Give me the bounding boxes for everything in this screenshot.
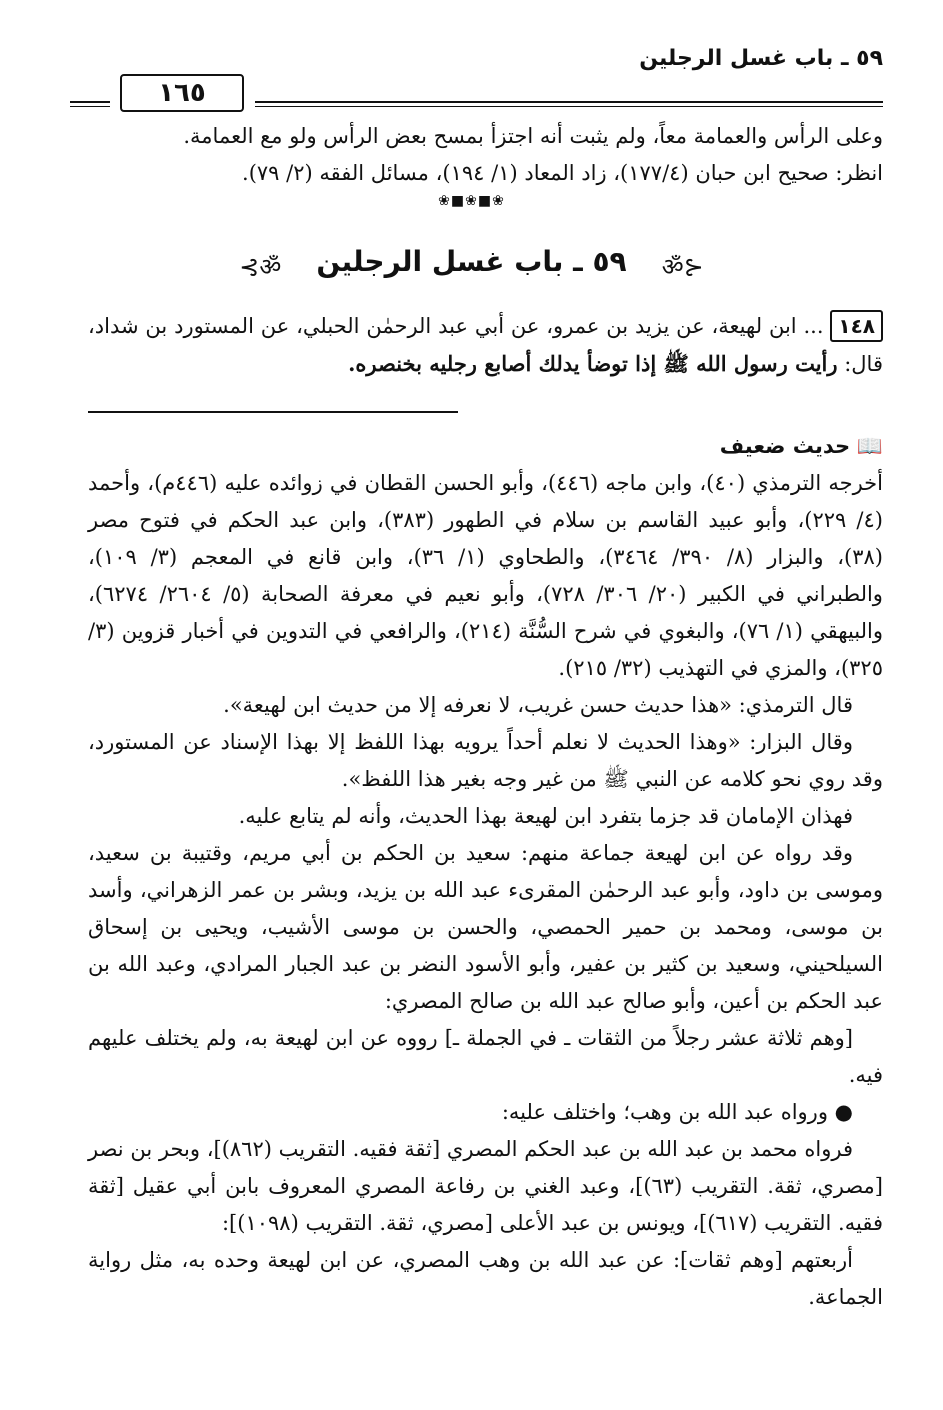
hadith-grade: حديث ضعيف [719, 434, 851, 458]
paragraph-ibn-wahb [88, 1094, 883, 1131]
paragraph-ibn-wahb-text: ورواه عبد الله بن وهب؛ واختلف عليه: [501, 1100, 828, 1124]
header-rule-left-thin [70, 106, 110, 107]
header-rule-left [70, 101, 110, 103]
paragraph-summary: أربعتهم [وهم ثقات]: عن عبد الله بن وهب المصري، عن ابن لهيعة وحده به، مثل رواية الجماعة. [88, 1248, 883, 1309]
hadith-text [88, 308, 883, 383]
hadith-isnad: ... ابن لهيعة، عن يزيد بن عمرو، عن أبي عبد الرحمٰن الحبلي، عن المستورد بن شداد، قال: [88, 314, 883, 376]
paragraph-narrators: وقد رواه عن ابن لهيعة جماعة منهم: سعيد بن الحكم بن أبي مريم، وقتيبة بن سعيد، وموسى بن داود، وأبو عبد الرحمٰن المقرىء عبد الله بن يزيد، وبشر بن عمر الزهراني، وأسد بن موسى، ومحمد بن حمير الحمصي، والحسن بن موسى الأشيب، ويحيى بن إسحاق السيلحيني، وسعيد بن كثير بن عفير، وأبو الأسود النضر بن عبد الجبار المرادي، وعبد الله بن عبد الحكم بن أعين، وأبو صالح عبد الله بن صالح المصري: [88, 841, 883, 1013]
paragraph-tirmidhi: قال الترمذي: «هذا حديث حسن غريب، لا نعرفه إلا من حديث ابن لهيعة». [223, 693, 853, 717]
page-number: ١٦٥ [120, 74, 244, 112]
hadith-block [88, 308, 883, 383]
paragraph-conclusion: فهذان الإمامان قد جزما بتفرد ابن لهيعة بهذا الحديث، وأنه لم يتابع عليه. [238, 804, 853, 828]
paragraph-thirteen: [وهم ثلاثة عشر رجلاً من الثقات ـ في الجملة ـ] رووه عن ابن لهيعة به، ولم يختلف عليهم فيه. [88, 1026, 883, 1087]
hadith-matn: رأيت رسول الله ﷺ إذا توضأ يدلك أصابع رجليه بخنصره. [348, 351, 838, 376]
chapter-heading [0, 245, 943, 283]
ornament-divider: ❀■❀■❀ [438, 193, 505, 209]
chapter-title: ٥٩ ـ باب غسل الرجلين [316, 245, 627, 278]
paragraph-four-narrators: فرواه محمد بن عبد الله بن عبد الحكم المصري [ثقة فقيه. التقريب (٨٦٢)]، وبحر بن نصر [مصري، ثقة. التقريب (٦٣)]، وعبد الغني بن رفاعة المصري المعروف بابن أبي عقيل [ثقة فقيه. التقريب (٦١٧)]، ويونس بن عبد الأعلى [مصري، ثقة. التقريب (١٠٩٨)]: [88, 1137, 883, 1235]
paragraph-bazzar: وقال البزار: «وهذا الحديث لا نعلم أحداً يرويه بهذا اللفظ إلا بهذا الإسناد عن المستورد، وقد روي نحو كلامه عن النبي ﷺ من غير وجه بغير هذا اللفظ». [88, 730, 883, 791]
running-title: ٥٩ ـ باب غسل الرجلين [639, 46, 883, 71]
top-text [88, 118, 883, 192]
book-icon: 📖 [856, 434, 883, 458]
flourish-left-icon: ⊰ॐ [239, 253, 282, 281]
top-text-line-2: انظر: صحيح ابن حبان (١٧٧/٤)، زاد المعاد (١/ ١٩٤)، مسائل الفقه (٢/ ٧٩). [242, 161, 883, 185]
paragraph-takhrij: أخرجه الترمذي (٤٠)، وابن ماجه (٤٤٦)، وأبو الحسن القطان في زوائده عليه (٤٤٦م)، وأحمد (٤/ ٢٢٩)، وأبو عبيد القاسم بن سلام في الطهور (٣٨٣)، وابن عبد الحكم في فتوح مصر (٣٨)، والبزار (٨/ ٣٩٠/ ٣٤٦٤)، والطحاوي (١/ ٣٦)، وابن قانع في المعجم (٣/ ١٠٩)، والطبراني في الكبير (٢٠/ ٣٠٦/ ٧٢٨)، وأبو نعيم في معرفة الصحابة (٥/ ٢٦٠٤/ ٦٢٧٤)، والبيهقي (١/ ٧٦)، والبغوي في شرح السُّنَّة (٢١٤)، والرافعي في التدوين في أخبار قزوين (٣/ ٣٢٥)، والمزي في التهذيب (٣٢/ ٢١٥). [88, 471, 883, 680]
running-header [70, 38, 883, 108]
grade-line [88, 428, 883, 465]
header-rule [255, 101, 883, 103]
top-text-line-1: وعلى الرأس والعمامة معاً، ولم يثبت أنه اجتزأ بمسح بعض الرأس ولو مع العمامة. [183, 124, 883, 148]
header-rule-thin [255, 106, 883, 107]
separator-rule [88, 411, 458, 413]
bullet-icon: ● [834, 1100, 853, 1124]
hadith-number: ١٤٨ [830, 310, 883, 342]
commentary [88, 428, 883, 1316]
flourish-right-icon: ॐ⊱ [661, 253, 704, 281]
